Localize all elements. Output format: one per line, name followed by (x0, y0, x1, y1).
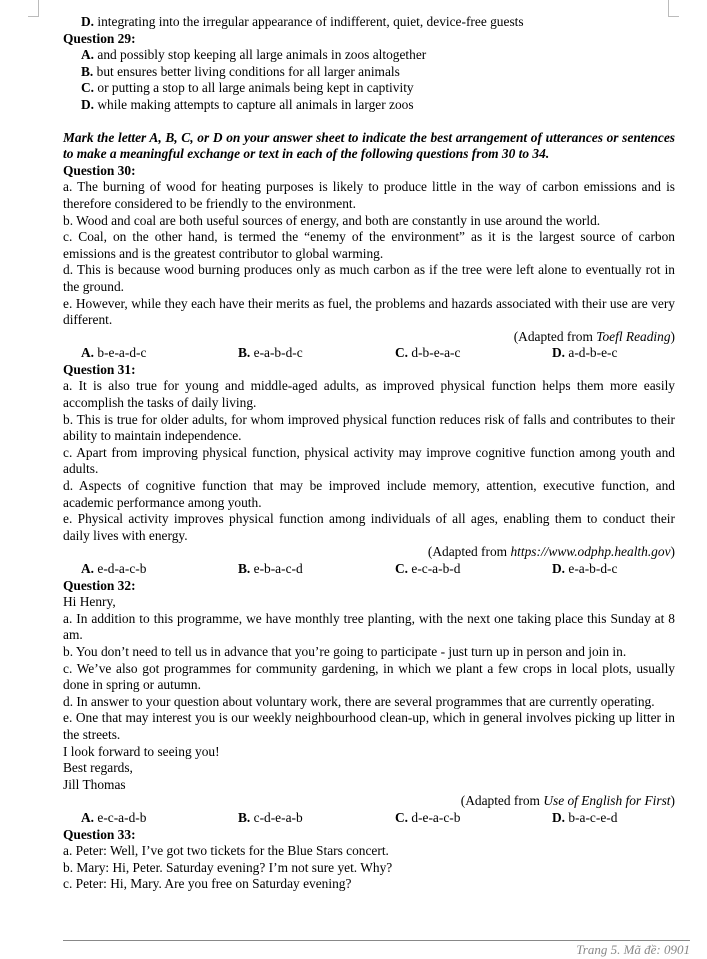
q31-answer-d: D. e-a-b-d-c (552, 561, 618, 576)
q29-title: Question 29: (63, 30, 136, 46)
q32-line-b: b. You don’t need to tell us in advance that you’re going to participate - just turn up in person and join in. (63, 643, 627, 659)
q29-option-d: D. while making attempts to capture all animals in larger zoos (81, 96, 414, 112)
crop-mark-left (28, 0, 39, 17)
q30-answer-a: A. b-e-a-d-c (81, 345, 147, 361)
q33-line-c: c. Peter: Hi, Mary. Are you free on Saturday evening? (63, 876, 352, 892)
q28-option-d: D. integrating into the irregular appearance of indifferent, quiet, device-free guests (81, 14, 524, 29)
section-instruction: Mark the letter A, B, C, or D on your answer sheet to indicate the best arrangement of utterances or sentences to make a meaningful exchange or text in each of the following questions from 30 to 34. (63, 129, 675, 162)
q30-line-c: c. Coal, on the other hand, is termed the “enemy of the environment” as it is the largest source of carbon emissions and is the greatest contributor to global warming. (63, 229, 675, 261)
q30-source: (Adapted from Toefl Reading) (513, 328, 675, 344)
exam-page (63, 14, 675, 893)
q32-line-c: c. We’ve also got programmes for community gardening, in which we plant a few crops in local plots, usually done in spring or autumn. (63, 660, 675, 693)
q31-answer-b: B. e-b-a-c-d (238, 561, 303, 576)
q30-answer-c: C. d-b-e-a-c (395, 345, 461, 361)
page-footer: Trang 5. Mã đề: 0901 (576, 942, 690, 957)
q32-answers (63, 810, 675, 827)
q32-signoff: Best regards, (63, 760, 133, 776)
q32-line-d: d. In answer to your question about voluntary work, there are several programmes that are currently operating. (63, 693, 655, 709)
q32-title: Question 32: (63, 577, 136, 593)
q30-line-a: a. The burning of wood for heating purposes is likely to produce little in the way of carbon emissions and is therefore considered to be friendly to the environment. (63, 179, 675, 211)
q30-line-d: d. This is because wood burning produces only as much carbon as if the tree were left alone to eventually rot in the ground. (63, 262, 675, 294)
q31-line-b: b. This is true for older adults, for whom improved physical function reduces risk of falls and contributes to their ability to maintain independence. (63, 411, 675, 444)
q30-answer-b: B. e-a-b-d-c (238, 345, 303, 361)
q30-answer-d: D. a-d-b-e-c (552, 345, 618, 361)
q31-line-a: a. It is also true for young and middle-aged adults, as improved physical function helps them more easily accomplish the tasks of daily living. (63, 378, 675, 411)
q33-line-b: b. Mary: Hi, Peter. Saturday evening? I’m not sure yet. Why? (63, 859, 393, 875)
q30-line-e: e. However, while they each have their merits as fuel, the problems and hazards associated with their use are very different. (63, 295, 675, 328)
q30-answers (63, 345, 675, 362)
q32-closing-line: I look forward to seeing you! (63, 743, 220, 759)
q29-option-b: B. but ensures better living conditions for all larger animals (81, 63, 400, 79)
q31-line-c: c. Apart from improving physical function, physical activity may improve cognitive function among youth and adults. (63, 444, 675, 477)
q31-line-d: d. Aspects of cognitive function that may be improved include memory, attention, executive function, and academic performance among youth. (63, 478, 675, 510)
q33-title: Question 33: (63, 826, 136, 842)
q31-answers (63, 561, 675, 578)
footer-divider (63, 940, 690, 941)
q32-answer-a: A. e-c-a-d-b (81, 809, 147, 825)
q29-option-c: C. or putting a stop to all large animals being kept in captivity (81, 80, 414, 96)
q30-title: Question 30: (63, 162, 136, 178)
q32-line-e: e. One that may interest you is our weekly neighbourhood clean-up, which in general involves picking up litter in the streets. (63, 710, 675, 742)
q31-title: Question 31: (63, 361, 136, 377)
q33-line-a: a. Peter: Well, I’ve got two tickets for the Blue Stars concert. (63, 843, 389, 859)
q32-answer-d: D. b-a-c-e-d (552, 809, 618, 825)
q32-greeting: Hi Henry, (63, 594, 116, 610)
q32-source: (Adapted from Use of English for First) (460, 793, 675, 809)
q30-line-b: b. Wood and coal are both useful sources of energy, and both are constantly in use around the world. (63, 212, 601, 228)
q32-answer-b: B. c-d-e-a-b (238, 809, 303, 825)
q31-line-e: e. Physical activity improves physical function among individuals of all ages, enabling them to conduct their daily lives with energy. (63, 511, 675, 543)
q32-answer-c: C. d-e-a-c-b (395, 809, 461, 825)
q32-line-a: a. In addition to this programme, we have monthly tree planting, with the next one taking place this Sunday at 8 am. (63, 610, 675, 643)
q32-signature: Jill Thomas (63, 776, 126, 792)
q31-answer-c: C. e-c-a-b-d (395, 561, 461, 576)
q31-source: (Adapted from https://www.odphp.health.gov) (427, 544, 675, 560)
q31-answer-a: A. e-d-a-c-b (81, 561, 147, 576)
q29-option-a: A. and possibly stop keeping all large animals in zoos altogether (81, 47, 427, 63)
